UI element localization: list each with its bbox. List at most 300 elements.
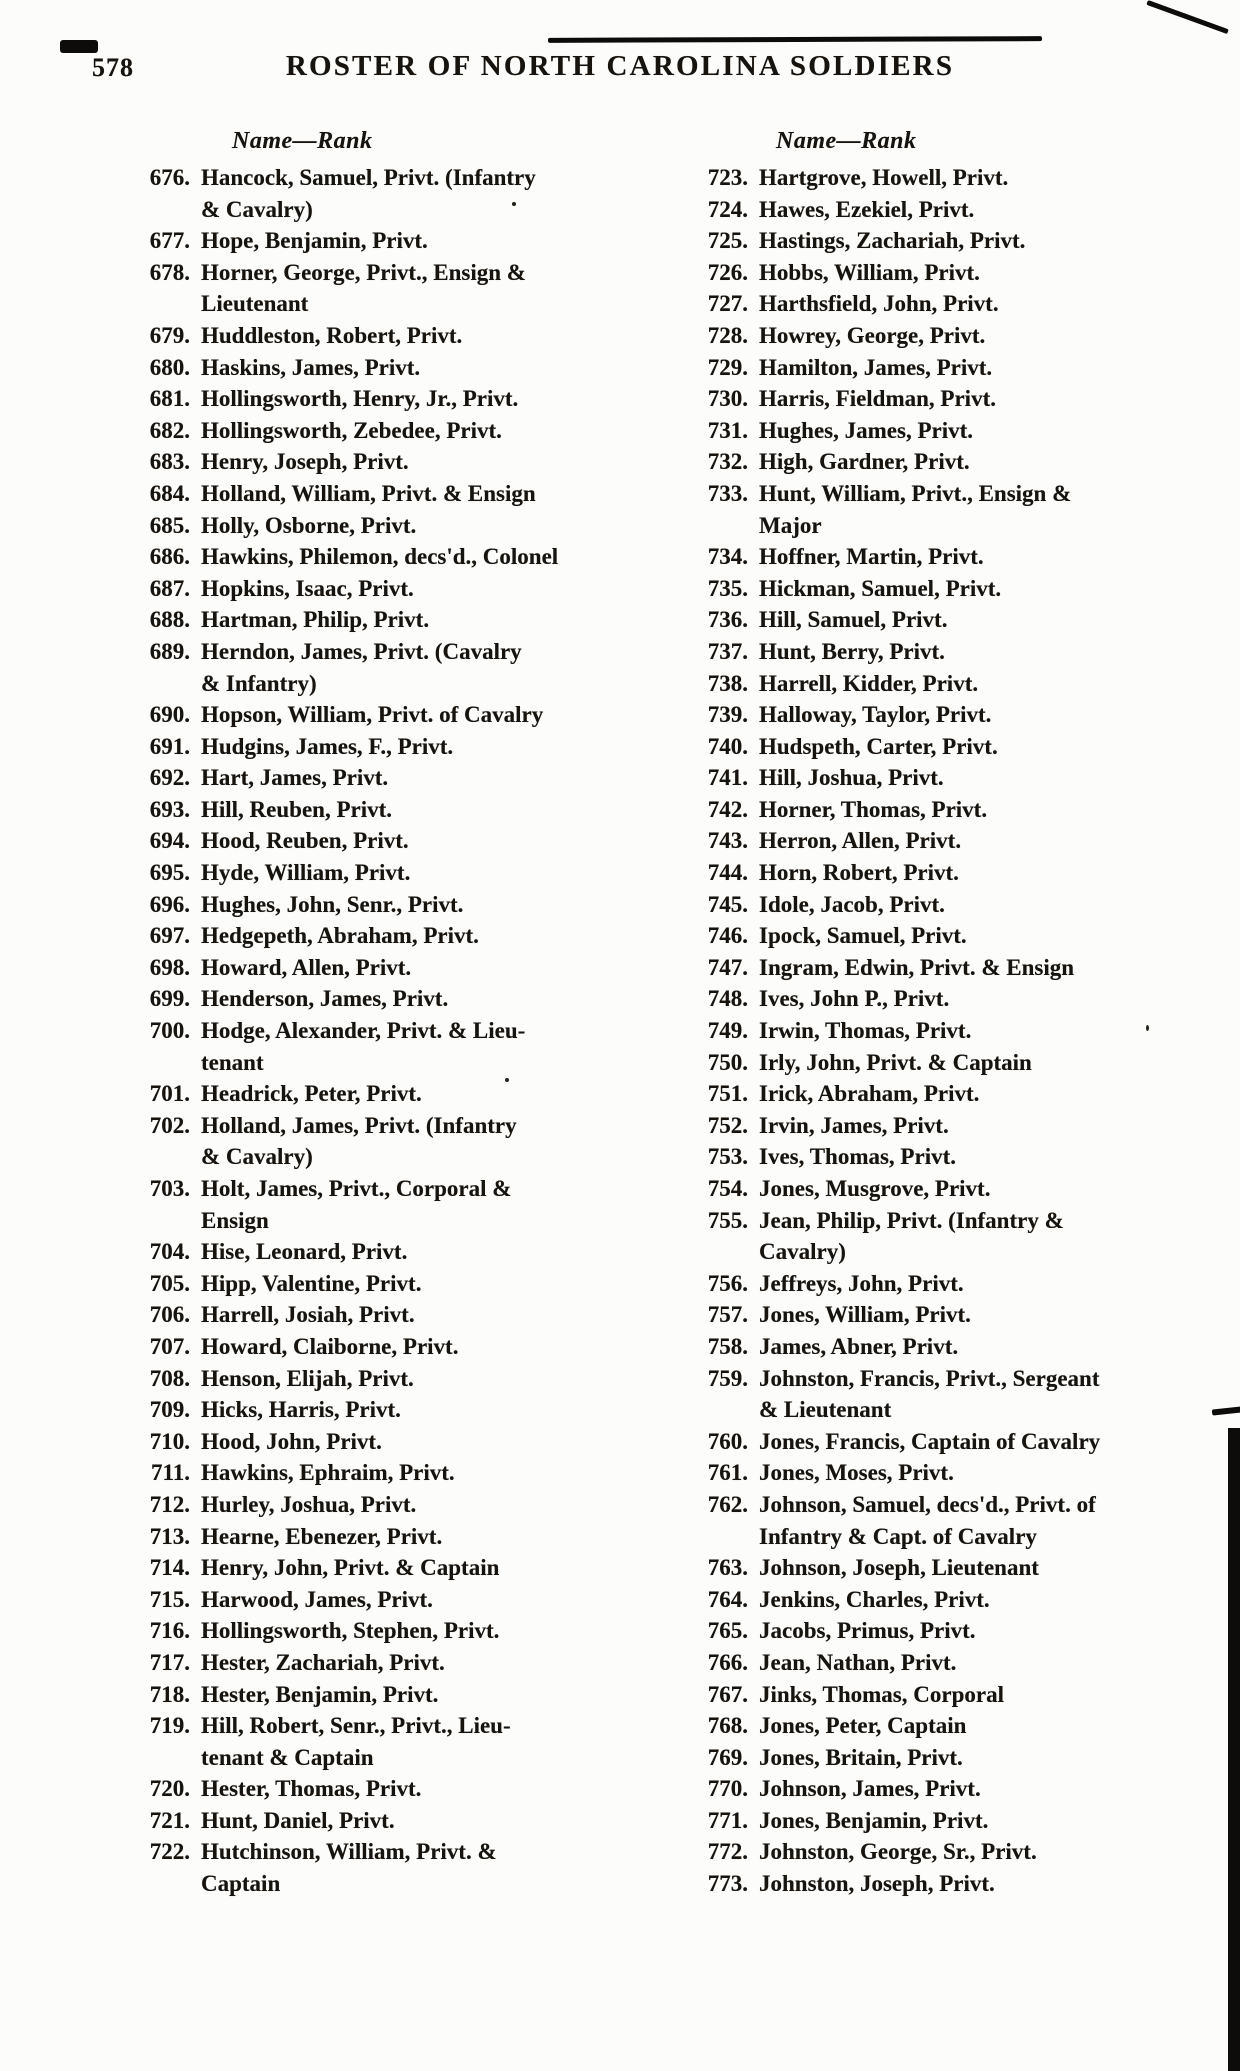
entry-line: Hester, Zachariah, Privt.	[201, 1649, 445, 1675]
entry-line: Hill, Samuel, Privt.	[759, 607, 948, 633]
entry-line: Hollingsworth, Stephen, Privt.	[201, 1618, 500, 1644]
entry-line: Hill, Joshua, Privt.	[759, 765, 944, 791]
entry-number: 733.	[707, 480, 748, 506]
entry-line: Irly, John, Privt. & Captain	[759, 1049, 1032, 1075]
entry-number: 680.	[149, 354, 190, 380]
entry-text	[201, 857, 410, 889]
entry-number: 748.	[707, 986, 748, 1012]
entry-number: 728.	[707, 322, 748, 348]
scan-artifact-right-edge-bar	[1228, 1428, 1240, 2071]
entry-line: Herron, Allen, Privt.	[759, 828, 962, 854]
entry-text	[759, 762, 944, 794]
entry-number: 722.	[149, 1839, 190, 1865]
entry-number: 730.	[707, 386, 748, 412]
entry-number: 684.	[149, 480, 190, 506]
entry-line: Hise, Leonard, Privt.	[201, 1239, 408, 1265]
entry-line: Captain	[201, 1871, 281, 1897]
roster-entry	[130, 1078, 620, 1110]
entry-text	[201, 1584, 433, 1616]
entry-text	[201, 1710, 511, 1773]
roster-entry	[688, 573, 1228, 605]
entry-text	[759, 636, 945, 668]
roster-entry	[130, 794, 620, 826]
page-title: ROSTER OF NORTH CAROLINA SOLDIERS	[285, 50, 955, 82]
entry-number: 743.	[707, 828, 748, 854]
entry-number: 739.	[707, 702, 748, 728]
scan-artifact-top-right-slash	[1146, 0, 1229, 34]
entry-text	[201, 257, 526, 320]
entry-number: 736.	[707, 607, 748, 633]
entry-text	[201, 1521, 442, 1553]
entry-number: 757.	[707, 1302, 748, 1328]
roster-entry	[688, 1868, 1228, 1900]
roster-entry	[130, 604, 620, 636]
entry-text	[759, 1647, 956, 1679]
entry-line: Jones, Britain, Privt.	[759, 1744, 963, 1770]
entry-text	[759, 1805, 988, 1837]
entry-text	[201, 162, 536, 225]
roster-entry	[688, 604, 1228, 636]
entry-line: Haskins, James, Privt.	[201, 354, 421, 380]
entry-number: 765.	[707, 1618, 748, 1644]
entry-line: Ipock, Samuel, Privt.	[759, 923, 967, 949]
entry-number: 677.	[149, 228, 190, 254]
entry-text	[201, 952, 411, 984]
entry-number: 747.	[707, 954, 748, 980]
entry-line: Ives, Thomas, Privt.	[759, 1144, 956, 1170]
roster-entry	[130, 1489, 620, 1521]
entry-number: 768.	[707, 1713, 748, 1739]
entry-line: Hill, Reuben, Privt.	[201, 796, 393, 822]
roster-entry	[688, 857, 1228, 889]
entry-number: 750.	[707, 1049, 748, 1075]
entry-number: 734.	[707, 544, 748, 570]
entry-line: James, Abner, Privt.	[759, 1333, 959, 1359]
entry-text	[201, 1015, 525, 1078]
entry-number: 706.	[149, 1302, 190, 1328]
roster-entry	[688, 1584, 1228, 1616]
entry-line: Jones, Peter, Captain	[759, 1713, 967, 1739]
entry-line: Jean, Philip, Privt. (Infantry &	[759, 1207, 1064, 1233]
roster-entry	[688, 257, 1228, 289]
entry-number: 744.	[707, 860, 748, 886]
scan-artifact-speck	[1146, 1025, 1149, 1031]
entry-line: High, Gardner, Privt.	[759, 449, 970, 475]
entry-line: Infantry & Capt. of Cavalry	[759, 1523, 1037, 1549]
entry-number: 676.	[149, 165, 190, 190]
roster-entry	[130, 825, 620, 857]
entry-line: & Cavalry)	[201, 1144, 313, 1170]
entry-line: Hughes, James, Privt.	[759, 417, 974, 443]
entry-number: 731.	[707, 417, 748, 443]
entry-text	[759, 604, 947, 636]
entry-line: Irwin, Thomas, Privt.	[759, 1018, 972, 1044]
entry-number: 769.	[707, 1744, 748, 1770]
roster-entry	[688, 383, 1228, 415]
entry-line: Hughes, John, Senr., Privt.	[201, 891, 464, 917]
roster-entry	[130, 1647, 620, 1679]
roster-entry	[688, 762, 1228, 794]
entry-number: 738.	[707, 670, 748, 696]
entry-text	[759, 1489, 1096, 1552]
entry-number: 755.	[707, 1207, 748, 1233]
entry-line: Hobbs, William, Privt.	[759, 259, 980, 285]
roster-entry	[130, 352, 620, 384]
entry-number: 742.	[707, 796, 748, 822]
entry-text	[201, 573, 414, 605]
entry-text	[759, 1584, 990, 1616]
roster-entry	[688, 352, 1228, 384]
entry-line: Herndon, James, Privt. (Cavalry	[201, 638, 522, 664]
roster-entry	[688, 668, 1228, 700]
roster-entry	[130, 889, 620, 921]
entry-text	[759, 162, 1008, 194]
entry-text	[201, 1489, 416, 1521]
entry-number: 704.	[149, 1239, 190, 1265]
roster-entry	[688, 920, 1228, 952]
entry-line: Ingram, Edwin, Privt. & Ensign	[759, 954, 1075, 980]
entry-text	[201, 794, 392, 826]
entry-number: 766.	[707, 1649, 748, 1675]
entry-line: tenant	[201, 1049, 264, 1075]
entry-line: Hope, Benjamin, Privt.	[201, 228, 428, 254]
entry-text	[759, 1710, 966, 1742]
entry-line: Hartman, Philip, Privt.	[201, 607, 430, 633]
entry-number: 699.	[149, 986, 190, 1012]
entry-number: 762.	[707, 1491, 748, 1517]
entry-number: 720.	[149, 1776, 190, 1802]
entry-line: Hastings, Zachariah, Privt.	[759, 228, 1026, 254]
entry-line: Johnston, Francis, Privt., Sergeant	[759, 1365, 1100, 1391]
roster-entry	[130, 1836, 620, 1899]
entry-text	[759, 731, 998, 763]
roster-entry	[688, 983, 1228, 1015]
roster-entry	[130, 1773, 620, 1805]
entry-line: Major	[759, 512, 822, 538]
entry-text	[759, 920, 967, 952]
entry-text	[201, 1236, 407, 1268]
entry-text	[201, 1110, 517, 1173]
entry-text	[201, 1679, 438, 1711]
entry-text	[759, 478, 1071, 541]
roster-entry	[130, 1552, 620, 1584]
entry-line: Hawes, Ezekiel, Privt.	[759, 196, 975, 222]
entry-line: Hedgepeth, Abraham, Privt.	[201, 923, 479, 949]
entry-line: Howrey, George, Privt.	[759, 322, 986, 348]
entry-line: tenant & Captain	[201, 1744, 374, 1770]
entry-line: Jacobs, Primus, Privt.	[759, 1618, 976, 1644]
entry-number: 717.	[149, 1649, 190, 1675]
entry-line: Johnston, Joseph, Privt.	[759, 1871, 995, 1897]
entry-text	[759, 1426, 1100, 1458]
column-header: Name—Rank	[232, 128, 373, 154]
entry-number: 727.	[707, 291, 748, 317]
roster-entry	[688, 1110, 1228, 1142]
entry-number: 751.	[707, 1081, 748, 1107]
entry-line: & Cavalry)	[201, 196, 313, 222]
entry-text	[759, 352, 992, 384]
roster-entry	[130, 446, 620, 478]
roster-entry	[688, 320, 1228, 352]
entry-line: Jones, Moses, Privt.	[759, 1460, 954, 1486]
entry-line: Hipp, Valentine, Privt.	[201, 1270, 422, 1296]
entry-number: 749.	[707, 1018, 748, 1044]
entry-number: 740.	[707, 733, 748, 759]
entry-line: & Infantry)	[201, 670, 317, 696]
entry-line: Headrick, Peter, Privt.	[201, 1081, 422, 1107]
entry-line: Hamilton, James, Privt.	[759, 354, 993, 380]
entry-line: Hudgins, James, F., Privt.	[201, 733, 454, 759]
entry-line: Harrell, Josiah, Privt.	[201, 1302, 415, 1328]
entry-line: Jeffreys, John, Privt.	[759, 1270, 964, 1296]
roster-entry	[130, 162, 620, 225]
entry-line: Johnson, Samuel, decs'd., Privt. of	[759, 1491, 1096, 1517]
entry-line: Hartgrove, Howell, Privt.	[759, 165, 1009, 190]
entry-line: Hawkins, Philemon, decs'd., Colonel	[201, 544, 559, 570]
roster-entry	[688, 541, 1228, 573]
roster-entry	[688, 446, 1228, 478]
entry-number: 761.	[707, 1460, 748, 1486]
roster-entry	[688, 1047, 1228, 1079]
entry-line: Jinks, Thomas, Corporal	[759, 1681, 1004, 1707]
entry-number: 695.	[149, 860, 190, 886]
entry-text	[759, 699, 991, 731]
entry-line: Henderson, James, Privt.	[201, 986, 449, 1012]
entry-line: Hawkins, Ephraim, Privt.	[201, 1460, 455, 1486]
entry-line: Jones, Benjamin, Privt.	[759, 1807, 989, 1833]
scan-artifact-top-left-blob	[60, 40, 98, 53]
entry-text	[759, 1457, 954, 1489]
entry-number: 745.	[707, 891, 748, 917]
entry-text	[759, 1299, 971, 1331]
roster-entry	[688, 1679, 1228, 1711]
entry-number: 708.	[149, 1365, 190, 1391]
entry-line: Jones, Francis, Captain of Cavalry	[759, 1428, 1101, 1454]
entry-text	[201, 1394, 401, 1426]
entry-number: 714.	[149, 1555, 190, 1581]
entry-line: Horn, Robert, Privt.	[759, 860, 959, 886]
entry-text	[201, 1363, 414, 1395]
entry-number: 729.	[707, 354, 748, 380]
entry-line: Hester, Benjamin, Privt.	[201, 1681, 439, 1707]
entry-text	[201, 1805, 395, 1837]
entry-number: 715.	[149, 1586, 190, 1612]
entry-number: 759.	[707, 1365, 748, 1391]
roster-entry	[130, 415, 620, 447]
roster-entry	[688, 1268, 1228, 1300]
entry-number: 694.	[149, 828, 190, 854]
roster-entry	[688, 1457, 1228, 1489]
roster-entry	[130, 1584, 620, 1616]
entry-number: 732.	[707, 449, 748, 475]
entry-number: 686.	[149, 544, 190, 570]
roster-entry	[688, 288, 1228, 320]
entry-line: Hearne, Ebenezer, Privt.	[201, 1523, 443, 1549]
roster-entry	[688, 636, 1228, 668]
entry-number: 705.	[149, 1270, 190, 1296]
entry-line: Hood, John, Privt.	[201, 1428, 382, 1454]
entry-number: 691.	[149, 733, 190, 759]
entry-number: 767.	[707, 1681, 748, 1707]
roster-entry	[130, 257, 620, 320]
roster-entry	[130, 920, 620, 952]
roster-entry	[688, 1836, 1228, 1868]
roster-entry	[130, 1268, 620, 1300]
entry-line: Ives, John P., Privt.	[759, 986, 950, 1012]
entry-number: 754.	[707, 1176, 748, 1201]
roster-entry	[130, 1679, 620, 1711]
entry-line: Halloway, Taylor, Privt.	[759, 702, 992, 728]
entry-number: 688.	[149, 607, 190, 633]
entry-line: Jean, Nathan, Privt.	[759, 1649, 957, 1675]
entry-text	[759, 415, 973, 447]
roster-entry	[688, 1710, 1228, 1742]
roster-entry	[130, 1615, 620, 1647]
entry-line: Harrell, Kidder, Privt.	[759, 670, 979, 696]
roster-entry	[130, 699, 620, 731]
entry-line: Idole, Jacob, Privt.	[759, 891, 945, 917]
roster-entry	[688, 1615, 1228, 1647]
entry-number: 709.	[149, 1397, 190, 1423]
entry-line: Harris, Fieldman, Privt.	[759, 386, 996, 412]
roster-entry	[688, 194, 1228, 226]
entry-number: 721.	[149, 1807, 190, 1833]
entry-text	[759, 1078, 979, 1110]
scan-artifact-speck	[512, 202, 516, 206]
roster-entry	[688, 1742, 1228, 1774]
entry-line: Hudspeth, Carter, Privt.	[759, 733, 998, 759]
entry-text	[201, 825, 409, 857]
entry-text	[201, 1457, 455, 1489]
entry-line: Irick, Abraham, Privt.	[759, 1081, 980, 1107]
entry-number: 725.	[707, 228, 748, 254]
entry-text	[201, 320, 462, 352]
entry-text	[759, 1679, 1004, 1711]
entry-number: 764.	[707, 1586, 748, 1612]
column-header: Name—Rank	[776, 128, 917, 154]
entry-line: Hancock, Samuel, Privt. (Infantry	[201, 165, 536, 190]
scan-artifact-top-line	[548, 36, 1042, 43]
entry-line: Hunt, Berry, Privt.	[759, 638, 945, 664]
entry-text	[201, 1647, 445, 1679]
roster-entry	[130, 1457, 620, 1489]
roster-entry	[688, 225, 1228, 257]
entry-number: 690.	[149, 702, 190, 728]
entry-number: 697.	[149, 923, 190, 949]
entry-line: Holly, Osborne, Privt.	[201, 512, 417, 538]
entry-number: 711.	[151, 1460, 190, 1486]
roster-entry	[688, 1078, 1228, 1110]
entry-line: Hood, Reuben, Privt.	[201, 828, 409, 854]
entry-number: 679.	[149, 322, 190, 348]
entry-number: 726.	[707, 259, 748, 285]
entry-line: Howard, Allen, Privt.	[201, 954, 412, 980]
entry-number: 770.	[707, 1776, 748, 1802]
roster-entry	[688, 1647, 1228, 1679]
entry-number: 698.	[149, 954, 190, 980]
entry-line: Johnston, George, Sr., Privt.	[759, 1839, 1037, 1865]
roster-entry	[130, 857, 620, 889]
entry-line: Henson, Elijah, Privt.	[201, 1365, 414, 1391]
entry-line: Jenkins, Charles, Privt.	[759, 1586, 990, 1612]
entry-number: 678.	[149, 259, 190, 285]
entry-line: Hunt, William, Privt., Ensign &	[759, 480, 1072, 506]
roster-entry	[688, 794, 1228, 826]
roster-entry	[130, 1521, 620, 1553]
entry-number: 700.	[149, 1018, 190, 1044]
entry-text	[759, 1268, 964, 1300]
entry-line: Hicks, Harris, Privt.	[201, 1397, 401, 1423]
roster-entry	[688, 1299, 1228, 1331]
entry-number: 707.	[149, 1333, 190, 1359]
entry-text	[201, 762, 388, 794]
entry-text	[201, 1836, 497, 1899]
entry-text	[201, 1299, 415, 1331]
entry-number: 689.	[149, 638, 190, 664]
entry-text	[759, 668, 978, 700]
entry-line: Irvin, James, Privt.	[759, 1112, 949, 1138]
entry-text	[201, 1173, 511, 1236]
entry-text	[759, 383, 996, 415]
entry-line: Howard, Claiborne, Privt.	[201, 1333, 459, 1359]
entry-text	[759, 1836, 1037, 1868]
entry-text	[759, 288, 999, 320]
entry-number: 682.	[149, 417, 190, 443]
entry-text	[759, 320, 985, 352]
entry-number: 737.	[707, 638, 748, 664]
entry-text	[759, 1868, 995, 1900]
entry-text	[759, 1552, 1039, 1584]
entry-line: Henry, John, Privt. & Captain	[201, 1555, 500, 1581]
roster-entry	[130, 762, 620, 794]
entry-text	[759, 889, 945, 921]
entry-line: Hopkins, Isaac, Privt.	[201, 575, 414, 601]
roster-entry	[130, 983, 620, 1015]
entry-number: 712.	[149, 1491, 190, 1517]
entry-text	[201, 889, 463, 921]
entry-number: 701.	[149, 1081, 190, 1107]
scan-artifact-speck	[505, 1078, 509, 1082]
entry-text	[759, 794, 987, 826]
roster-entry	[688, 825, 1228, 857]
entry-text	[201, 1615, 499, 1647]
entry-text	[759, 1615, 976, 1647]
roster-column-right	[688, 126, 1228, 1900]
entry-text	[201, 225, 428, 257]
page-number: 578	[92, 53, 134, 82]
entry-text	[201, 415, 502, 447]
entry-text	[201, 731, 453, 763]
entry-line: Holt, James, Privt., Corporal &	[201, 1176, 512, 1201]
entry-number: 681.	[149, 386, 190, 412]
roster-entry	[130, 225, 620, 257]
entry-text	[201, 446, 409, 478]
entry-line: Hickman, Samuel, Privt.	[759, 575, 1002, 601]
entry-number: 771.	[707, 1807, 748, 1833]
entry-number: 710.	[149, 1428, 190, 1454]
entry-line: Hutchinson, William, Privt. &	[201, 1839, 497, 1865]
roster-entry	[130, 573, 620, 605]
roster-entry	[130, 320, 620, 352]
entry-line: Cavalry)	[759, 1239, 846, 1265]
entry-text	[759, 857, 959, 889]
roster-entry	[688, 699, 1228, 731]
entry-number: 763.	[707, 1555, 748, 1581]
entry-line: Ensign	[201, 1207, 269, 1233]
roster-entry	[130, 1236, 620, 1268]
entry-text	[759, 1363, 1100, 1426]
entry-line: Lieutenant	[201, 291, 309, 317]
